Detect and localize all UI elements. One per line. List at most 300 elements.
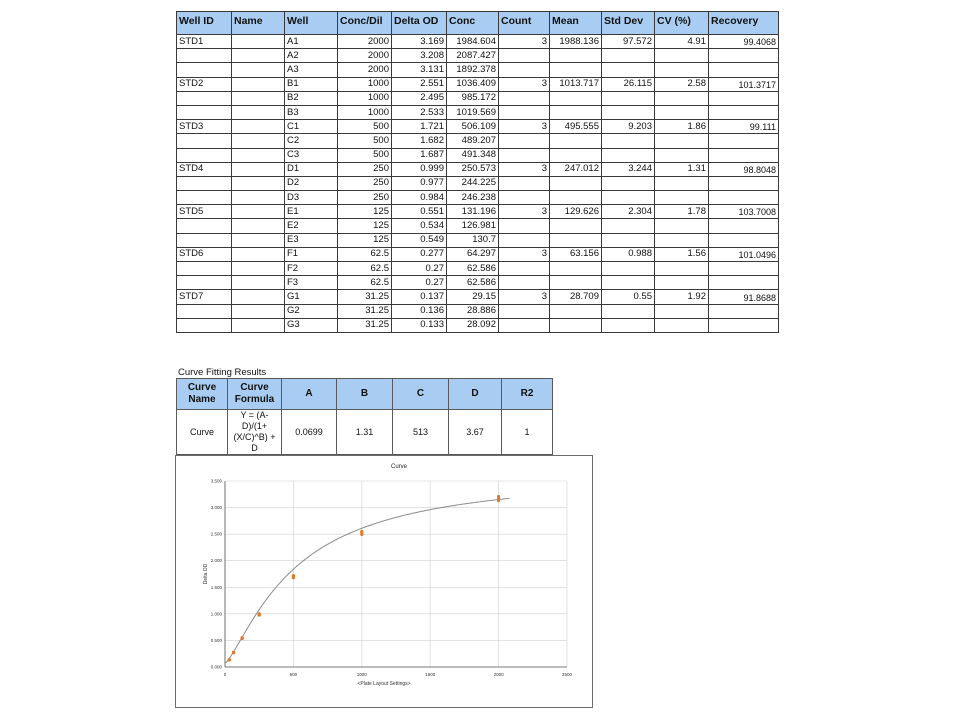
cell-delta-od: 0.551 xyxy=(392,205,447,219)
cell-count: 3 xyxy=(499,35,550,49)
cf-header-param-c: C xyxy=(393,379,449,410)
cell-std-dev: 9.203 xyxy=(602,120,655,134)
cf-header-param-b: B xyxy=(337,379,393,410)
cell-mean: 1988.136 xyxy=(550,35,602,49)
header-well: Well xyxy=(285,12,338,35)
cell-mean xyxy=(550,233,602,247)
data-point xyxy=(292,576,295,579)
cell-conc: 62.586 xyxy=(447,262,499,276)
cell-cv xyxy=(655,63,709,77)
cell-well-id xyxy=(177,304,232,318)
cf-cell-curve-name: Curve xyxy=(177,410,228,455)
data-point xyxy=(232,651,235,654)
cell-well: C3 xyxy=(285,148,338,162)
cell-cv xyxy=(655,219,709,233)
cell-delta-od: 3.208 xyxy=(392,49,447,63)
cell-well: G1 xyxy=(285,290,338,304)
cell-well: E3 xyxy=(285,233,338,247)
cell-recovery xyxy=(709,176,779,190)
cell-name xyxy=(232,91,285,105)
cell-count xyxy=(499,105,550,119)
cell-well-id xyxy=(177,63,232,77)
cell-cv xyxy=(655,49,709,63)
cell-well-id xyxy=(177,191,232,205)
cell-well: D3 xyxy=(285,191,338,205)
cell-mean: 129.626 xyxy=(550,205,602,219)
cell-mean xyxy=(550,91,602,105)
cell-recovery xyxy=(709,49,779,63)
header-recovery: Recovery xyxy=(709,12,779,35)
cell-conc-dil: 1000 xyxy=(338,105,392,119)
curve-fitting-row xyxy=(177,410,553,455)
cell-name xyxy=(232,219,285,233)
cell-mean xyxy=(550,49,602,63)
header-count: Count xyxy=(499,12,550,35)
cell-conc-dil: 1000 xyxy=(338,91,392,105)
cell-conc: 491.348 xyxy=(447,148,499,162)
cf-header-param-a: A xyxy=(282,379,337,410)
cell-count: 3 xyxy=(499,290,550,304)
cell-well-id xyxy=(177,105,232,119)
cell-cv: 1.86 xyxy=(655,120,709,134)
cell-name xyxy=(232,191,285,205)
cell-name xyxy=(232,120,285,134)
cell-conc: 29.15 xyxy=(447,290,499,304)
cell-well: F1 xyxy=(285,247,338,261)
header-cv: CV (%) xyxy=(655,12,709,35)
cell-name xyxy=(232,35,285,49)
table-row xyxy=(177,105,779,119)
standards-table xyxy=(176,11,779,333)
cell-mean xyxy=(550,219,602,233)
data-point xyxy=(228,658,231,661)
cell-conc-dil: 62.5 xyxy=(338,247,392,261)
cell-std-dev: 0.55 xyxy=(602,290,655,304)
cell-well: E1 xyxy=(285,205,338,219)
cell-name xyxy=(232,290,285,304)
cell-recovery xyxy=(709,304,779,318)
chart-title: Curve xyxy=(390,464,408,470)
curve-chart-svg xyxy=(176,456,592,707)
cell-count xyxy=(499,49,550,63)
cell-count xyxy=(499,304,550,318)
cell-delta-od: 0.133 xyxy=(392,318,447,332)
cell-conc: 1019.569 xyxy=(447,105,499,119)
cell-conc: 985.172 xyxy=(447,91,499,105)
cell-cv xyxy=(655,233,709,247)
cell-delta-od: 1.721 xyxy=(392,120,447,134)
cell-conc-dil: 500 xyxy=(338,120,392,134)
cell-std-dev: 2.304 xyxy=(602,205,655,219)
cell-conc-dil: 125 xyxy=(338,233,392,247)
cell-well-id: STD7 xyxy=(177,290,232,304)
cell-std-dev xyxy=(602,91,655,105)
cell-cv: 4.91 xyxy=(655,35,709,49)
cell-well-id xyxy=(177,219,232,233)
cell-cv xyxy=(655,304,709,318)
cell-cv xyxy=(655,91,709,105)
cell-cv xyxy=(655,262,709,276)
cell-mean xyxy=(550,262,602,276)
table-row xyxy=(177,191,779,205)
cell-mean xyxy=(550,318,602,332)
cell-count: 3 xyxy=(499,162,550,176)
cell-conc-dil: 500 xyxy=(338,134,392,148)
table-row xyxy=(177,63,779,77)
cell-recovery xyxy=(709,191,779,205)
cell-well: B1 xyxy=(285,77,338,91)
cell-cv: 1.92 xyxy=(655,290,709,304)
header-mean: Mean xyxy=(550,12,602,35)
x-tick-label: 2000 xyxy=(493,672,504,677)
cell-conc-dil: 125 xyxy=(338,205,392,219)
cell-well-id: STD6 xyxy=(177,247,232,261)
cell-std-dev xyxy=(602,276,655,290)
table-row xyxy=(177,91,779,105)
table-row xyxy=(177,233,779,247)
table-row xyxy=(177,304,779,318)
header-conc-dil: Conc/Dil xyxy=(338,12,392,35)
cell-conc-dil: 31.25 xyxy=(338,318,392,332)
cell-conc-dil: 62.5 xyxy=(338,276,392,290)
cell-well-id: STD1 xyxy=(177,35,232,49)
cell-name xyxy=(232,304,285,318)
cell-well-id xyxy=(177,176,232,190)
cf-cell-param-d: 3.67 xyxy=(449,410,502,455)
cell-delta-od: 2.495 xyxy=(392,91,447,105)
cell-mean: 1013.717 xyxy=(550,77,602,91)
cell-mean xyxy=(550,105,602,119)
cell-delta-od: 0.137 xyxy=(392,290,447,304)
cell-std-dev xyxy=(602,219,655,233)
cell-cv: 2.58 xyxy=(655,77,709,91)
cell-recovery: 98.8048 xyxy=(709,162,779,176)
cell-conc: 506.109 xyxy=(447,120,499,134)
cf-cell-r2: 1 xyxy=(502,410,553,455)
cell-std-dev xyxy=(602,148,655,162)
cell-well: C2 xyxy=(285,134,338,148)
cell-recovery xyxy=(709,318,779,332)
header-well-id: Well ID xyxy=(177,12,232,35)
table-row xyxy=(177,148,779,162)
cell-cv: 1.78 xyxy=(655,205,709,219)
cell-recovery: 91.8688 xyxy=(709,290,779,304)
cell-name xyxy=(232,247,285,261)
y-axis-title: Delta OD xyxy=(203,563,209,585)
cell-recovery: 101.3717 xyxy=(709,77,779,91)
header-conc: Conc xyxy=(447,12,499,35)
cell-conc: 28.092 xyxy=(447,318,499,332)
cell-mean xyxy=(550,148,602,162)
data-point xyxy=(497,499,500,502)
cell-well-id xyxy=(177,233,232,247)
cell-conc: 1892.378 xyxy=(447,63,499,77)
cell-well: F2 xyxy=(285,262,338,276)
x-axis-title: <Plate Layout Settings> xyxy=(357,681,411,687)
cell-well-id: STD5 xyxy=(177,205,232,219)
cell-conc-dil: 2000 xyxy=(338,35,392,49)
cell-cv xyxy=(655,105,709,119)
cell-well-id xyxy=(177,134,232,148)
cell-delta-od: 0.277 xyxy=(392,247,447,261)
cell-delta-od: 0.27 xyxy=(392,262,447,276)
cell-std-dev: 0.988 xyxy=(602,247,655,261)
cell-well: A1 xyxy=(285,35,338,49)
cell-conc: 64.297 xyxy=(447,247,499,261)
cell-recovery xyxy=(709,134,779,148)
cell-recovery xyxy=(709,276,779,290)
cell-count: 3 xyxy=(499,77,550,91)
cell-well: G2 xyxy=(285,304,338,318)
cell-well: B2 xyxy=(285,91,338,105)
cell-conc-dil: 250 xyxy=(338,162,392,176)
table-row xyxy=(177,205,779,219)
curve-fitting-caption: Curve Fitting Results xyxy=(178,367,267,378)
cell-cv xyxy=(655,148,709,162)
table-row xyxy=(177,49,779,63)
cell-well: D1 xyxy=(285,162,338,176)
data-point xyxy=(258,613,261,616)
x-tick-label: 2500 xyxy=(561,672,573,677)
table-row xyxy=(177,276,779,290)
data-point xyxy=(360,531,363,534)
cell-name xyxy=(232,105,285,119)
cell-std-dev xyxy=(602,304,655,318)
header-std-dev: Std Dev xyxy=(602,12,655,35)
x-tick-label: 500 xyxy=(289,672,298,677)
cf-header-curve-formula: Curve Formula xyxy=(228,379,282,410)
curve-fitting-table xyxy=(176,378,553,455)
cell-name xyxy=(232,318,285,332)
cell-conc: 1984.604 xyxy=(447,35,499,49)
cell-well-id xyxy=(177,91,232,105)
cell-mean: 28.709 xyxy=(550,290,602,304)
cell-conc-dil: 31.25 xyxy=(338,290,392,304)
cell-name xyxy=(232,63,285,77)
cell-name xyxy=(232,162,285,176)
header-delta-od: Delta OD xyxy=(392,12,447,35)
standards-header-row xyxy=(177,12,779,35)
cell-conc: 489.207 xyxy=(447,134,499,148)
cell-delta-od: 0.549 xyxy=(392,233,447,247)
cell-conc-dil: 1000 xyxy=(338,77,392,91)
y-tick-label: 1.000 xyxy=(210,611,222,617)
cell-delta-od: 0.977 xyxy=(392,176,447,190)
data-point xyxy=(241,636,244,639)
cell-count xyxy=(499,318,550,332)
cell-conc: 244.225 xyxy=(447,176,499,190)
cell-count xyxy=(499,262,550,276)
cell-conc-dil: 31.25 xyxy=(338,304,392,318)
table-row xyxy=(177,134,779,148)
cell-conc-dil: 62.5 xyxy=(338,262,392,276)
cell-delta-od: 1.687 xyxy=(392,148,447,162)
cell-count xyxy=(499,148,550,162)
x-tick-label: 0 xyxy=(223,672,227,677)
cell-count: 3 xyxy=(499,247,550,261)
y-tick-label: 2.000 xyxy=(210,558,222,564)
cell-recovery: 99.111 xyxy=(709,120,779,134)
cell-conc: 1036.409 xyxy=(447,77,499,91)
cell-delta-od: 0.136 xyxy=(392,304,447,318)
cell-conc: 28.886 xyxy=(447,304,499,318)
cell-name xyxy=(232,176,285,190)
y-tick-label: 0.000 xyxy=(210,664,222,670)
cell-delta-od: 0.534 xyxy=(392,219,447,233)
cell-recovery xyxy=(709,219,779,233)
cell-std-dev xyxy=(602,233,655,247)
cell-std-dev xyxy=(602,191,655,205)
cell-recovery: 101.0496 xyxy=(709,247,779,261)
cell-count xyxy=(499,276,550,290)
cell-name xyxy=(232,276,285,290)
cell-conc: 62.586 xyxy=(447,276,499,290)
cell-count: 3 xyxy=(499,120,550,134)
cell-cv xyxy=(655,318,709,332)
cf-header-curve-name: Curve Name xyxy=(177,379,228,410)
cell-mean xyxy=(550,276,602,290)
table-row xyxy=(177,162,779,176)
cell-count xyxy=(499,233,550,247)
cf-header-param-d: D xyxy=(449,379,502,410)
cell-count xyxy=(499,219,550,233)
fit-curve-line xyxy=(225,498,510,663)
cell-std-dev: 97.572 xyxy=(602,35,655,49)
cell-recovery xyxy=(709,148,779,162)
cell-std-dev xyxy=(602,49,655,63)
cell-conc: 131.196 xyxy=(447,205,499,219)
cell-count xyxy=(499,191,550,205)
y-tick-label: 3.000 xyxy=(210,505,222,511)
cell-well-id: STD2 xyxy=(177,77,232,91)
cell-std-dev xyxy=(602,262,655,276)
cell-conc: 2087.427 xyxy=(447,49,499,63)
cell-conc-dil: 125 xyxy=(338,219,392,233)
cell-name xyxy=(232,205,285,219)
cell-cv xyxy=(655,176,709,190)
cell-std-dev xyxy=(602,176,655,190)
table-row xyxy=(177,176,779,190)
cell-delta-od: 2.551 xyxy=(392,77,447,91)
cell-well: F3 xyxy=(285,276,338,290)
cell-mean: 495.555 xyxy=(550,120,602,134)
cell-cv: 1.31 xyxy=(655,162,709,176)
cell-mean xyxy=(550,304,602,318)
table-row xyxy=(177,77,779,91)
cell-name xyxy=(232,49,285,63)
cell-conc: 130.7 xyxy=(447,233,499,247)
y-tick-label: 2.500 xyxy=(210,531,222,537)
cell-mean: 63.156 xyxy=(550,247,602,261)
data-point xyxy=(497,495,500,498)
cell-recovery: 99.4068 xyxy=(709,35,779,49)
cf-cell-param-a: 0.0699 xyxy=(282,410,337,455)
cell-conc: 250.573 xyxy=(447,162,499,176)
cell-recovery xyxy=(709,91,779,105)
cell-well-id: STD3 xyxy=(177,120,232,134)
cell-name xyxy=(232,77,285,91)
table-row xyxy=(177,219,779,233)
table-row xyxy=(177,35,779,49)
cell-conc-dil: 2000 xyxy=(338,49,392,63)
cell-conc-dil: 250 xyxy=(338,176,392,190)
cell-recovery xyxy=(709,262,779,276)
cell-well-id xyxy=(177,318,232,332)
y-tick-label: 3.500 xyxy=(210,478,222,484)
cf-header-r2: R2 xyxy=(502,379,553,410)
cf-cell-param-c: 513 xyxy=(393,410,449,455)
table-row xyxy=(177,247,779,261)
cell-well: G3 xyxy=(285,318,338,332)
cell-mean xyxy=(550,134,602,148)
cell-well: A3 xyxy=(285,63,338,77)
cell-std-dev: 3.244 xyxy=(602,162,655,176)
cell-std-dev xyxy=(602,134,655,148)
cell-delta-od: 0.984 xyxy=(392,191,447,205)
cell-cv xyxy=(655,276,709,290)
cell-cv: 1.56 xyxy=(655,247,709,261)
cell-count xyxy=(499,63,550,77)
cell-mean xyxy=(550,191,602,205)
cell-count xyxy=(499,91,550,105)
cell-delta-od: 2.533 xyxy=(392,105,447,119)
cell-well: C1 xyxy=(285,120,338,134)
cell-conc: 126.981 xyxy=(447,219,499,233)
cell-well-id xyxy=(177,276,232,290)
curve-fitting-header-row xyxy=(177,379,553,410)
cell-delta-od: 3.169 xyxy=(392,35,447,49)
cell-count: 3 xyxy=(499,205,550,219)
cell-delta-od: 0.27 xyxy=(392,276,447,290)
cell-well-id xyxy=(177,49,232,63)
cell-conc-dil: 500 xyxy=(338,148,392,162)
x-tick-label: 1000 xyxy=(356,672,367,677)
cell-mean: 247.012 xyxy=(550,162,602,176)
cell-well: D2 xyxy=(285,176,338,190)
cell-std-dev: 26.115 xyxy=(602,77,655,91)
cell-count xyxy=(499,134,550,148)
cell-recovery xyxy=(709,233,779,247)
curve-chart xyxy=(175,455,593,708)
y-tick-label: 0.500 xyxy=(210,637,222,643)
cell-delta-od: 3.131 xyxy=(392,63,447,77)
cf-cell-curve-formula: Y = (A-D)/(1+(X/C)^B) + D xyxy=(228,410,282,455)
table-row xyxy=(177,262,779,276)
cell-recovery xyxy=(709,105,779,119)
cell-name xyxy=(232,262,285,276)
cell-mean xyxy=(550,63,602,77)
cell-mean xyxy=(550,176,602,190)
cell-recovery: 103.7008 xyxy=(709,205,779,219)
cell-well: E2 xyxy=(285,219,338,233)
cell-count xyxy=(499,176,550,190)
table-row xyxy=(177,120,779,134)
cell-conc-dil: 2000 xyxy=(338,63,392,77)
cell-name xyxy=(232,233,285,247)
cell-name xyxy=(232,134,285,148)
cell-delta-od: 0.999 xyxy=(392,162,447,176)
cell-well-id xyxy=(177,262,232,276)
cell-std-dev xyxy=(602,318,655,332)
cell-std-dev xyxy=(602,63,655,77)
cell-well: A2 xyxy=(285,49,338,63)
header-name: Name xyxy=(232,12,285,35)
cell-well-id xyxy=(177,148,232,162)
cell-cv xyxy=(655,191,709,205)
cell-name xyxy=(232,148,285,162)
cell-conc-dil: 250 xyxy=(338,191,392,205)
table-row xyxy=(177,290,779,304)
